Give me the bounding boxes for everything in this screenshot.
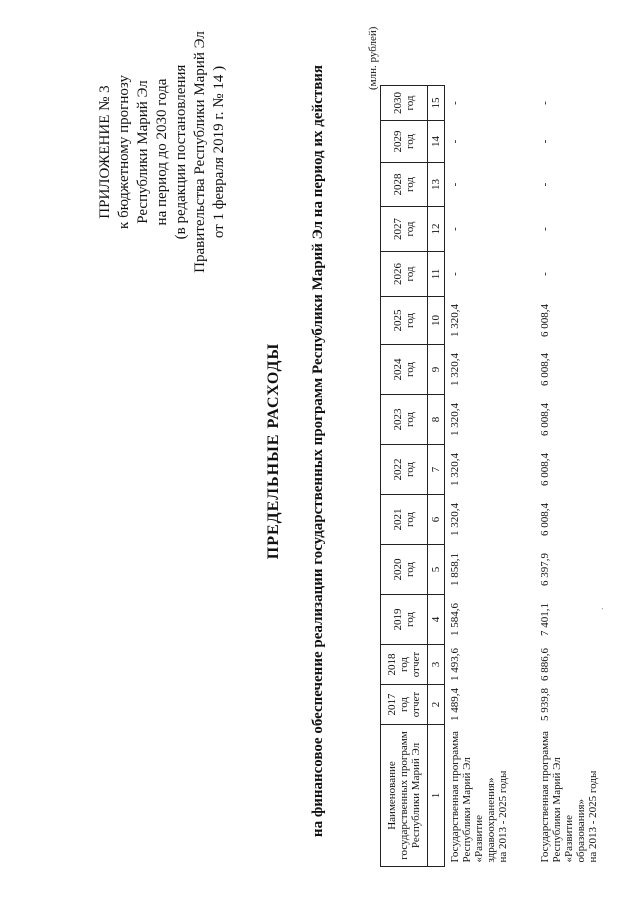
header-text: год [398, 696, 410, 713]
column-number: 4 [428, 595, 445, 645]
value-cell: - [449, 182, 461, 187]
column-number: 3 [428, 645, 445, 685]
value-cell: 1 489,4 [449, 688, 461, 721]
appendix-line: (в редакции постановления [173, 64, 189, 240]
document-title: ПРЕДЕЛЬНЫЕ РАСХОДЫ [265, 342, 282, 560]
value-cell: - [449, 101, 461, 105]
header-year [381, 645, 428, 685]
document-subtitle: на финансовое обеспечение реализации государственных программ Республики Марий Эл на период их действия [310, 64, 326, 838]
header-year [381, 86, 428, 121]
value-cell: 1 858,1 [449, 553, 461, 586]
header-year [381, 252, 428, 297]
header-text: 2021 [392, 508, 404, 531]
header-text: 2026 [392, 263, 404, 285]
value-cell: - [539, 101, 551, 105]
program-name-line: Государственная программа [539, 731, 551, 863]
header-text: год [404, 411, 416, 428]
appendix-line: от 1 февраля 2019 г. № 14 ) [211, 65, 227, 239]
column-number: 1 [428, 725, 445, 867]
value-cell: 1 320,4 [449, 353, 461, 386]
stray-mark: . [595, 607, 606, 610]
value-cell: 1 320,4 [449, 304, 461, 337]
column-number: 5 [428, 545, 445, 595]
header-year [381, 445, 428, 495]
column-number: 9 [428, 345, 445, 395]
header-text: год [404, 176, 416, 193]
value-cell: 1 320,4 [449, 503, 461, 536]
header-text: 2017 [386, 693, 398, 716]
value-cell: - [539, 139, 551, 144]
appendix-line: Республики Марий Эл [135, 80, 151, 224]
column-number: 10 [428, 297, 445, 345]
units-label: (млн. рублей) [367, 26, 379, 90]
value-cell: 1 584,6 [449, 603, 461, 636]
header-year [381, 495, 428, 545]
header-text: 2029 [392, 130, 404, 153]
header-year [381, 545, 428, 595]
header-year [381, 297, 428, 345]
value-cell: - [539, 227, 551, 231]
value-cell: - [449, 227, 461, 231]
header-text: 2027 [392, 218, 404, 240]
header-text: 2023 [392, 408, 404, 431]
value-cell: - [539, 182, 551, 187]
program-name-cell [535, 725, 625, 867]
value-cell: 6 008,4 [539, 304, 551, 337]
value-cell: 1 320,4 [449, 403, 461, 436]
header-year [381, 395, 428, 445]
value-cell: 1 320,4 [449, 453, 461, 486]
column-number: 15 [428, 86, 445, 121]
value-cell: 7 401,1 [539, 603, 551, 636]
program-name-line: Республики Марий Эл «Развитие [551, 757, 575, 863]
appendix-block [96, 2, 229, 302]
program-name-cell [445, 725, 536, 867]
value-cell: 6 886,6 [539, 648, 551, 681]
column-number: 12 [428, 207, 445, 252]
header-text: год [404, 461, 416, 478]
column-number: 11 [428, 252, 445, 297]
header-year [381, 207, 428, 252]
appendix-line: Правительства Республики Марий Эл [192, 31, 208, 273]
value-cell: 6 008,4 [539, 503, 551, 536]
value-cell: 6 008,4 [539, 453, 551, 486]
table-row [445, 86, 536, 867]
header-text: год [404, 511, 416, 528]
header-year [381, 685, 428, 725]
program-name-line: образования» [575, 798, 587, 863]
header-text: год [398, 656, 410, 673]
program-name-line: Государственная программа [449, 731, 461, 863]
header-text: Республики Марий Эл [410, 742, 422, 849]
column-number: 6 [428, 495, 445, 545]
value-cell: 6 397,9 [539, 553, 551, 586]
column-number: 7 [428, 445, 445, 495]
header-text: год [404, 561, 416, 578]
header-text: год [404, 611, 416, 628]
value-cell: 6 008,4 [539, 403, 551, 436]
header-text: Наименование [386, 761, 398, 830]
header-year [381, 595, 428, 645]
value-cell: - [539, 272, 551, 276]
header-text: отчет [410, 691, 422, 718]
header-text: 2018 [386, 653, 398, 676]
header-year [381, 163, 428, 207]
header-text: 2028 [392, 173, 404, 196]
header-text: 2025 [392, 309, 404, 332]
header-text: 2030 [392, 92, 404, 114]
column-number: 14 [428, 121, 445, 163]
appendix-line: на период до 2030 года [154, 78, 170, 226]
header-text: год [404, 221, 416, 237]
value-cell: - [449, 272, 461, 276]
header-text: год [404, 95, 416, 111]
header-text: отчет [410, 651, 422, 678]
header-text: год [404, 133, 416, 150]
header-text: государственных программ [398, 731, 410, 860]
program-name-line: Республики Марий Эл «Развитие [461, 757, 485, 863]
header-text: 2022 [392, 458, 404, 481]
header-text: 2024 [392, 358, 404, 381]
header-text: год [404, 312, 416, 329]
header-year [381, 345, 428, 395]
header-text: 2019 [392, 608, 404, 631]
header-text: год [404, 266, 416, 282]
column-number-row [428, 86, 445, 867]
value-cell: 1 493,6 [449, 648, 461, 681]
header-text: 2020 [392, 558, 404, 581]
header-year [381, 121, 428, 163]
value-cell: 5 939,8 [539, 688, 551, 721]
expenditure-limits-table [380, 85, 625, 867]
value-cell: 6 008,4 [539, 353, 551, 386]
column-number: 13 [428, 163, 445, 207]
table-row [535, 86, 625, 867]
column-number: 2 [428, 685, 445, 725]
program-name-line: на 2013 - 2025 годы [587, 770, 599, 863]
column-number: 8 [428, 395, 445, 445]
program-name-line: здравоохранения» [485, 777, 497, 863]
program-name-line: на 2013 - 2025 годы [497, 770, 509, 863]
header-text: год [404, 361, 416, 378]
appendix-line: ПРИЛОЖЕНИЕ № 3 [97, 85, 113, 219]
table-header-row [381, 86, 428, 867]
header-program-name [381, 725, 428, 867]
appendix-line: к бюджетному прогнозу [116, 75, 132, 229]
value-cell: - [449, 139, 461, 144]
